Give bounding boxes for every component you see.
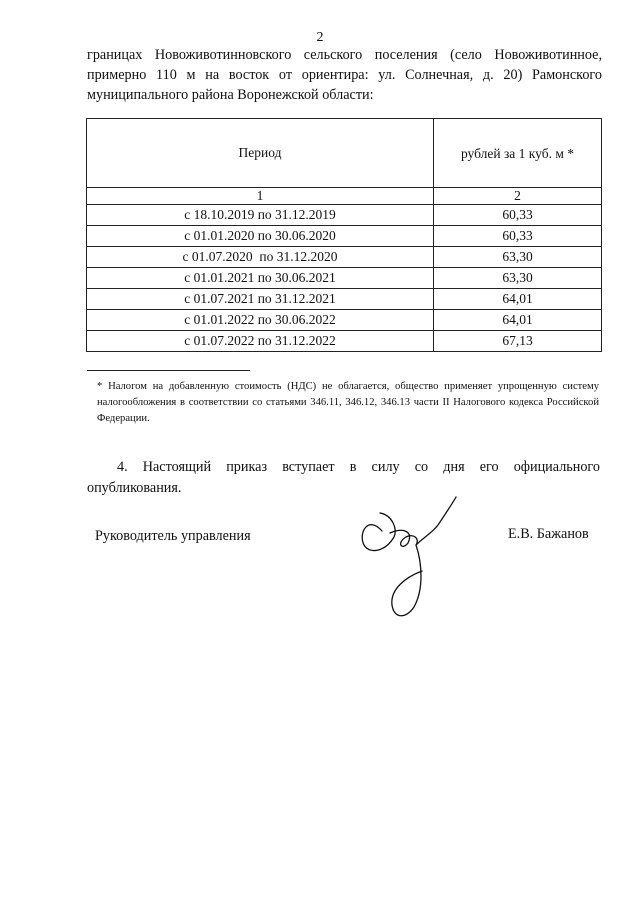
intro-paragraph: границах Новоживотинновского сельского поселения (село Новоживотинное, примерно 110 м на восток от ориентира: ул. Солнечная, д. 20) Рамонского муниципального района Воронежской области: — [87, 47, 602, 103]
header-price: рублей за 1 куб. м * — [434, 119, 602, 188]
clause-4: 4. Настоящий приказ вступает в силу со дня его официального опубликования. — [87, 459, 604, 496]
period-cell: с 01.01.2020 по 30.06.2020 — [87, 226, 434, 247]
table-row — [87, 268, 602, 289]
table-row — [87, 289, 602, 310]
price-cell: 63,30 — [434, 268, 602, 289]
period-cell: с 18.10.2019 по 31.12.2019 — [87, 205, 434, 226]
footnote-divider — [87, 370, 250, 371]
price-cell: 64,01 — [434, 289, 602, 310]
price-cell: 64,01 — [434, 310, 602, 331]
table-row — [87, 310, 602, 331]
table-row — [87, 205, 602, 226]
table-row — [87, 247, 602, 268]
header-period: Период — [87, 119, 434, 188]
table-header-row — [87, 119, 602, 188]
table-row — [87, 331, 602, 352]
period-cell: с 01.01.2021 по 30.06.2021 — [87, 268, 434, 289]
tariff-table — [86, 118, 602, 352]
page-number: 2 — [316, 30, 324, 45]
period-cell: с 01.01.2022 по 30.06.2022 — [87, 310, 434, 331]
table-row — [87, 226, 602, 247]
price-cell: 67,13 — [434, 331, 602, 352]
price-cell: 60,33 — [434, 226, 602, 247]
column-number-row — [87, 188, 602, 205]
signer-title: Руководитель управления — [95, 528, 251, 544]
period-cell: с 01.07.2021 по 31.12.2021 — [87, 289, 434, 310]
price-cell: 60,33 — [434, 205, 602, 226]
price-cell: 63,30 — [434, 247, 602, 268]
column-number-2: 2 — [434, 188, 602, 205]
column-number-1: 1 — [87, 188, 434, 205]
period-cell: с 01.07.2022 по 31.12.2022 — [87, 331, 434, 352]
signer-name: Е.В. Бажанов — [508, 526, 589, 542]
footnote: * Налогом на добавленную стоимость (НДС) не облагается, общество применяет упрощенную систему налогообложения в соответствии со статьями 346.11, 346.12, 346.13 части II Налогового кодекса Российской Федерации. — [97, 381, 599, 424]
signature-image — [350, 493, 460, 623]
period-cell: с 01.07.2020 по 31.12.2020 — [87, 247, 434, 268]
